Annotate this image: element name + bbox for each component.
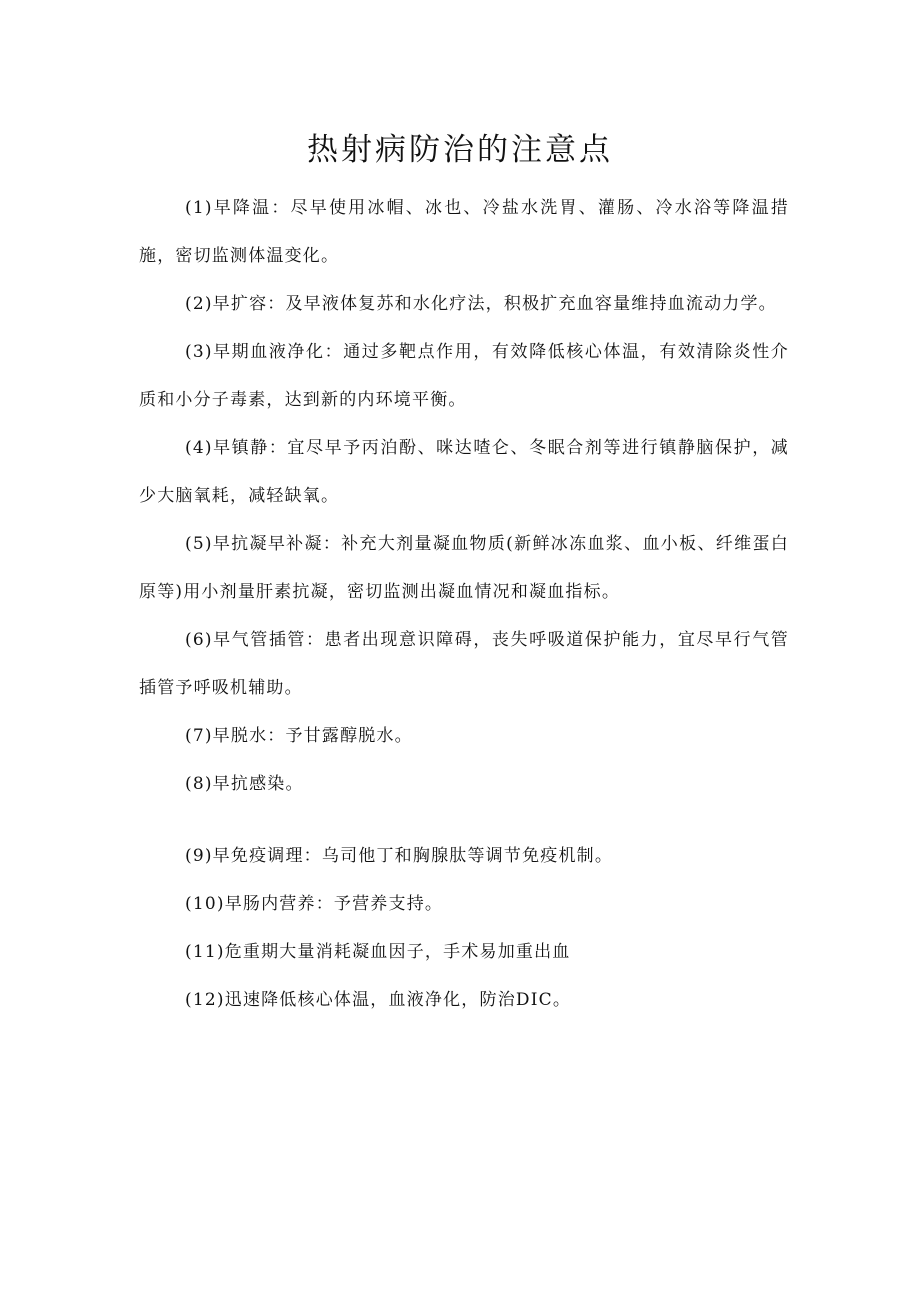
paragraph-3: (3)早期血液净化：通过多靶点作用，有效降低核心体温，有效清除炎性介质和小分子毒素，达到新的内环境平衡。 bbox=[139, 342, 789, 410]
paragraph-5: (5)早抗凝早补凝：补充大剂量凝血物质(新鲜冰冻血浆、血小板、纤维蛋白原等)用小剂量肝素抗凝，密切监测出凝血情况和凝血指标。 bbox=[139, 534, 789, 602]
paragraph-8: (8)早抗感染。 bbox=[185, 774, 304, 794]
document-title: 热射病防治的注意点 bbox=[307, 132, 613, 168]
paragraph-1: (1)早降温：尽早使用冰帽、冰也、冷盐水洗胃、灌肠、冷水浴等降温措施，密切监测体温变化。 bbox=[139, 198, 789, 266]
paragraph-10: (10)早肠内营养：予营养支持。 bbox=[185, 894, 444, 914]
paragraph-9: (9)早免疫调理：乌司他丁和胸腺肽等调节免疫机制。 bbox=[185, 846, 614, 866]
paragraph-2: (2)早扩容：及早液体复苏和水化疗法，积极扩充血容量维持血流动力学。 bbox=[185, 294, 777, 314]
paragraph-7: (7)早脱水：予甘露醇脱水。 bbox=[185, 726, 413, 746]
paragraph-4: (4)早镇静：宜尽早予丙泊酚、咪达喳仑、冬眠合剂等进行镇静脑保护，减少大脑氧耗，减轻缺氧。 bbox=[139, 438, 789, 506]
paragraph-11: (11)危重期大量消耗凝血因子，手术易加重出血 bbox=[185, 942, 571, 962]
paragraph-12: (12)迅速降低核心体温，血液净化，防治DIC。 bbox=[185, 990, 572, 1010]
paragraph-6: (6)早气管插管：患者出现意识障碍，丧失呼吸道保护能力，宜尽早行气管插管予呼吸机辅助。 bbox=[139, 630, 789, 698]
document-body bbox=[139, 184, 789, 1024]
